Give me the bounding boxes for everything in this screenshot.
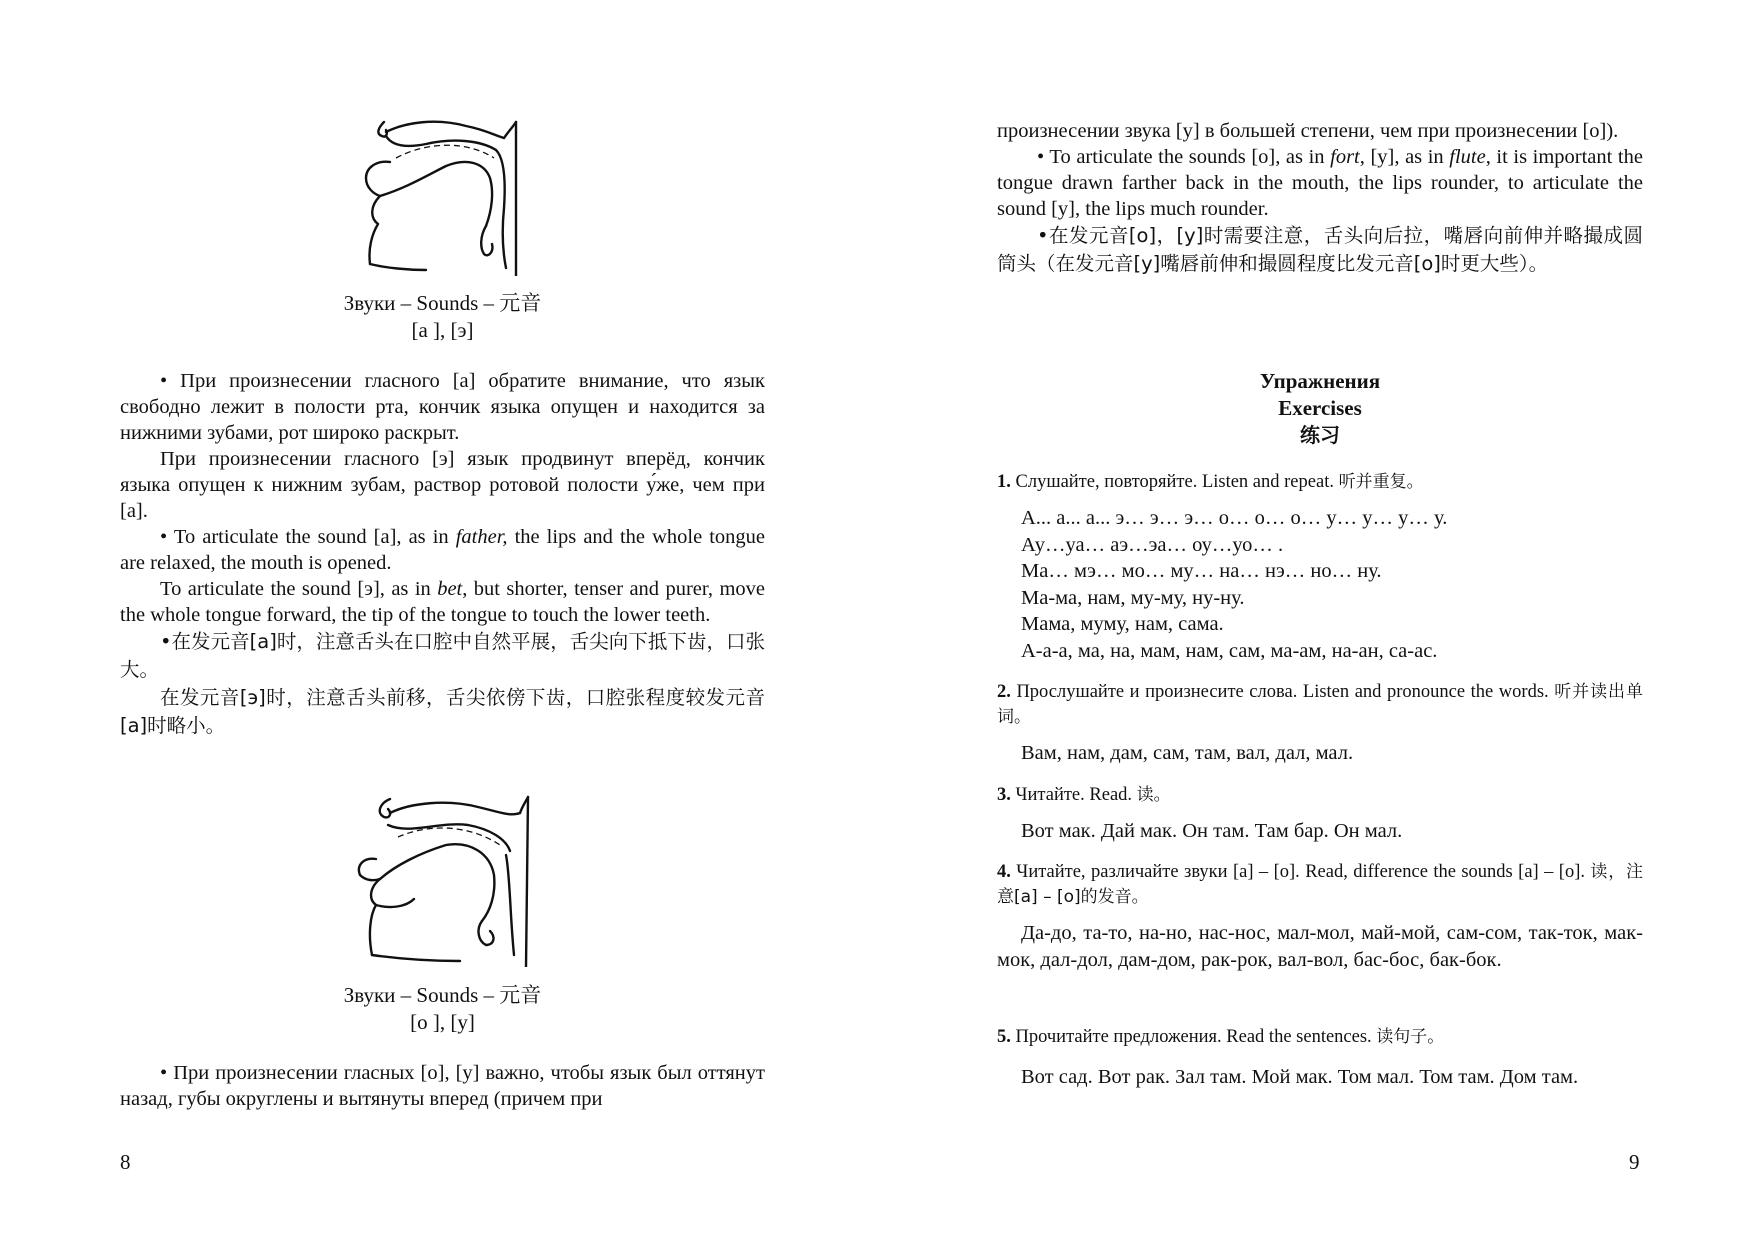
mouth-diagram-a-e	[356, 118, 526, 276]
exercise-3-text: Вот мак. Дай мак. Он там. Там бар. Он мал.	[1021, 820, 1403, 842]
exercise-2	[997, 680, 1643, 767]
paragraph-o-u-en: • To articulate the sounds [o], as in fort, [у], as in flute, it is important the tongue drawn farther back in the mouth, the lips rounder, to articulate the sound [у], the lips much rounder.	[997, 146, 1643, 220]
paragraph-e-en: To articulate the sound [э], as in bet, but shorter, tenser and purer, move the whole tongue forward, the tip of the tongue to touch the lower teeth.	[120, 578, 766, 626]
exercise-1-line: А-а-а, ма, на, мам, нам, сам, ма-ам, на-ан, са-ас.	[1021, 639, 1438, 662]
heading-en: Exercises	[1278, 396, 1362, 420]
paragraph-o-u-cn: •在发元音[о]，[у]时需要注意，舌头向后拉，嘴唇向前伸并略撮成圆筒头（在发元音[у]嘴唇前伸和撮圆程度比发元音[о]时更大些）。	[997, 224, 1643, 275]
page-number-left: 8	[120, 1150, 131, 1174]
exercise-4-text: Да-до, та-то, на-но, нас-нос, мал-мол, май-мой, сам-сом, так-ток, мак-мок, дал-дол, дам-дом, рак-рок, вал-вол, бас-бос, бак-бок.	[997, 922, 1643, 971]
left-page	[0, 0, 877, 1241]
mouth-diagram-o-u	[350, 795, 532, 967]
paragraph-o-u-ru: • При произнесении гласных [о], [у] важно, чтобы язык был оттянут назад, губы округлены и вытянуты вперед (причем при	[120, 1062, 765, 1110]
exercise-5-task: 5. Прочитайте предложения. Read the sentences. 读句子。	[997, 1027, 1445, 1047]
exercise-1-line: Ау…уа… аэ…эа… оу…уо… .	[1021, 533, 1284, 556]
exercise-1-task: 1. Слушайте, повторяйте. Listen and repeat. 听并重复。	[997, 472, 1424, 492]
heading-ru: Упражнения	[1259, 369, 1381, 393]
exercise-4	[997, 860, 1643, 973]
exercise-1-line: Ма-ма, нам, му-му, ну-ну.	[1021, 586, 1245, 609]
exercise-5-text: Вот сад. Вот рак. Зал там. Мой мак. Том мал. Том там. Дом там.	[1021, 1066, 1579, 1088]
exercise-1	[997, 470, 1643, 664]
figure2-sounds: [о ], [у]	[410, 1010, 475, 1034]
exercise-4-task: 4. Читайте, различайте звуки [а] – [о]. Read, difference the sounds [a] – [о]. 读，注意[а] – [о]的发音。	[997, 862, 1644, 907]
exercise-3	[997, 783, 1643, 845]
heading-cn: 练习	[1300, 423, 1340, 447]
page-number-right: 9	[1629, 1150, 1640, 1174]
paragraph-a-en: • To articulate the sound [a], as in father, the lips and the whole tongue are relaxed, the mouth is opened.	[120, 526, 766, 574]
exercise-2-task: 2. Прослушайте и произнесите слова. Listen and pronounce the words. 听并读出单词。	[997, 682, 1643, 727]
exercise-1-line: Мама, муму, нам, сама.	[1021, 613, 1224, 635]
figure2-caption: Звуки – Sounds – 元音	[343, 983, 542, 1007]
paragraph-a-cn: •在发元音[а]时，注意舌头在口腔中自然平展，舌尖向下抵下齿，口张大。	[120, 630, 765, 681]
exercise-1-line: Ма… мэ… мо… му… на… нэ… но… ну.	[1021, 560, 1382, 582]
paragraph-e-ru: При произнесении гласного [э] язык продвинут вперёд, кончик языка опущен к нижним зубам, раствор ротовой полости у́же, чем при [а].	[120, 448, 765, 522]
exercise-5	[997, 1025, 1643, 1091]
paragraph-a-ru: • При произнесении гласного [а] обратите внимание, что язык свободно лежит в полости рта, кончик языка опущен и находится за нижними зубами, рот широко раскрыт.	[120, 370, 765, 444]
exercise-2-text: Вам, нам, дам, сам, там, вал, дал, мал.	[1021, 742, 1354, 764]
exercise-3-task: 3. Читайте. Read. 读。	[997, 785, 1171, 805]
paragraph-continued-ru: произнесении звука [у] в большей степени, чем при произнесении [о]).	[997, 120, 1619, 142]
figure1-caption: Звуки – Sounds – 元音	[343, 291, 542, 315]
paragraph-e-cn: 在发元音[э]时，注意舌头前移，舌尖依傍下齿，口腔张程度较发元音[а]时略小。	[120, 686, 765, 737]
right-page	[877, 0, 1755, 1241]
exercise-1-line: А... а... а... э… э… э… о… о… о… у… у… у… у.	[1021, 507, 1448, 529]
figure1-sounds: [а ], [э]	[411, 318, 474, 342]
